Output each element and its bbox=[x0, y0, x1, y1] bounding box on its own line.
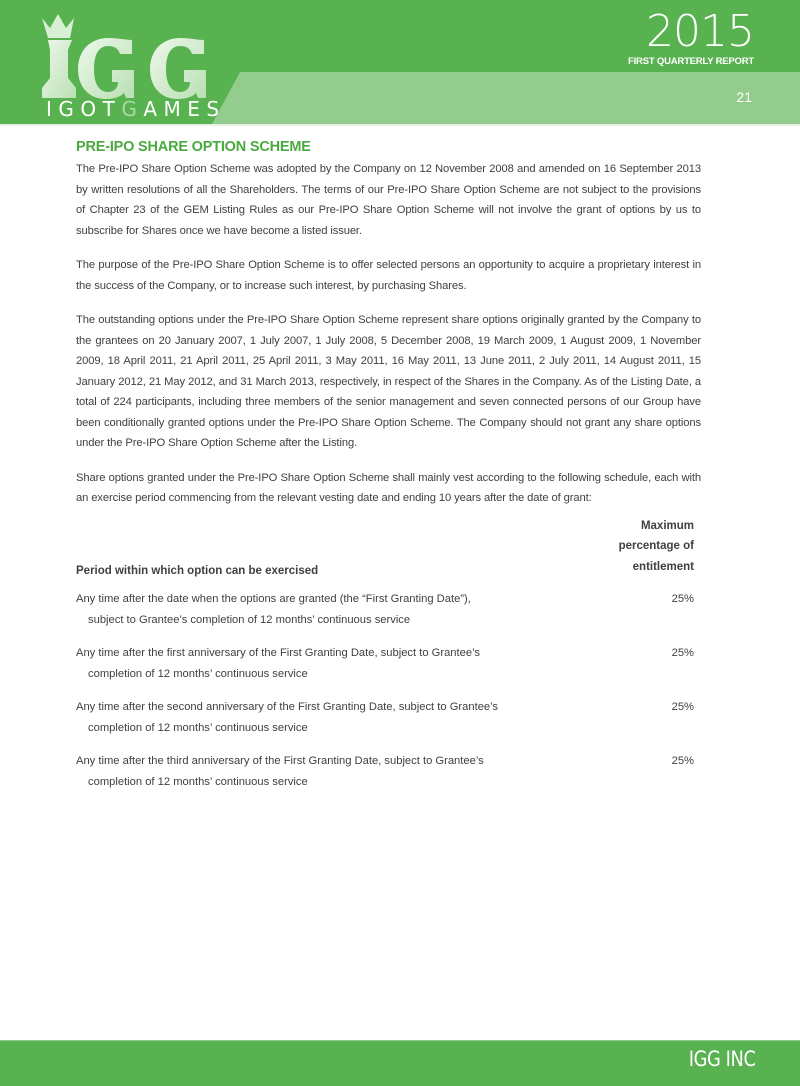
period-cell bbox=[76, 589, 506, 630]
header-percentage-line: percentage of bbox=[618, 540, 694, 552]
percentage-cell: 25% bbox=[671, 593, 694, 605]
period-line: Any time after the first anniversary of the First Granting Date, subject to Grantee’s bbox=[76, 647, 480, 659]
period-cell bbox=[76, 697, 506, 738]
period-line: completion of 12 months’ continuous service bbox=[88, 667, 308, 680]
period-cell bbox=[76, 643, 506, 684]
percentage-cell: 25% bbox=[671, 701, 694, 713]
section-body bbox=[76, 139, 701, 523]
paragraph-adoption: The Pre-IPO Share Option Scheme was adopted by the Company on 12 November 2008 and amended on 16 September 2013 by written resolutions of all the Shareholders. The terms of our Pre-IPO Share Option Scheme are not subject to the provisions of Chapter 23 of the GEM Listing Rules as our Pre-IPO Share Option Scheme will not involve the grant of options by us to subscribe for Shares once we have become a listed issuer. bbox=[76, 163, 701, 237]
percentage-cell: 25% bbox=[671, 755, 694, 767]
period-cell bbox=[76, 751, 506, 792]
period-line: subject to Grantee’s completion of 12 months’ continuous service bbox=[88, 613, 411, 626]
paragraph-outstanding-options: The outstanding options under the Pre-IPO Share Option Scheme represent share options originally granted by the Company to the grantees on 20 January 2007, 1 July 2007, 1 July 2008, 5 December 2008, 19 March 2009, 1 August 2009, 1 November 2009, 18 April 2011, 21 April 2011, 25 April 2011, 3 May 2011, 16 May 2011, 13 June 2011, 2 July 2011, 14 August 2011, 15 January 2012, 21 May 2012, and 31 March 2013, respectively, in respect of the Shares in the Company. As of the Listing Date, a total of 224 participants, including three members of the senior management and seven connected persons of our Group have been conditionally granted options under the Pre-IPO Share Option Scheme. The Company should not grant any share options under the Pre-IPO Share Option Scheme after the Listing. bbox=[76, 314, 701, 449]
table-header bbox=[76, 515, 694, 577]
report-title: FIRST QUARTERLY REPORT bbox=[628, 56, 754, 67]
period-line: completion of 12 months’ continuous service bbox=[88, 721, 308, 734]
header-percentage bbox=[619, 516, 694, 578]
vesting-schedule-table bbox=[76, 515, 694, 792]
percentage-cell: 25% bbox=[671, 647, 694, 659]
header-divider bbox=[0, 124, 800, 126]
header-percentage-line: Maximum bbox=[640, 519, 694, 532]
section-title: PRE-IPO SHARE OPTION SCHEME bbox=[76, 139, 311, 155]
period-line: Any time after the third anniversary of the First Granting Date, subject to Grantee’s bbox=[76, 755, 484, 767]
report-year: 2015 bbox=[646, 6, 754, 57]
table-row bbox=[76, 697, 694, 738]
page-header bbox=[0, 0, 800, 124]
table-row bbox=[76, 589, 694, 630]
period-line: Any time after the second anniversary of the First Granting Date, subject to Grantee’s bbox=[76, 701, 499, 713]
logo-wordmark: IGOTGAMES bbox=[46, 97, 226, 121]
paragraph-purpose: The purpose of the Pre-IPO Share Option Scheme is to offer selected persons an opportunity to acquire a proprietary interest in the success of the Company, or to increase such interest, by purchasing Shares. bbox=[76, 259, 701, 292]
igg-logo-icon bbox=[40, 8, 210, 100]
paragraph-vesting-intro: Share options granted under the Pre-IPO Share Option Scheme shall mainly vest according to the following schedule, each with an exercise period commencing from the relevant vesting date and ending 10 years after the date of grant: bbox=[76, 471, 701, 504]
period-line: completion of 12 months’ continuous service bbox=[88, 775, 308, 788]
table-row bbox=[76, 643, 694, 684]
page-footer bbox=[0, 1040, 800, 1086]
page-number: 21 bbox=[736, 89, 752, 105]
table-row bbox=[76, 751, 694, 792]
footer-company-name: IGG INC bbox=[688, 1047, 755, 1071]
header-period: Period within which option can be exercised bbox=[76, 565, 319, 577]
header-percentage-line: entitlement bbox=[632, 560, 694, 573]
period-line: Any time after the date when the options are granted (the “First Granting Date”), bbox=[76, 593, 471, 605]
